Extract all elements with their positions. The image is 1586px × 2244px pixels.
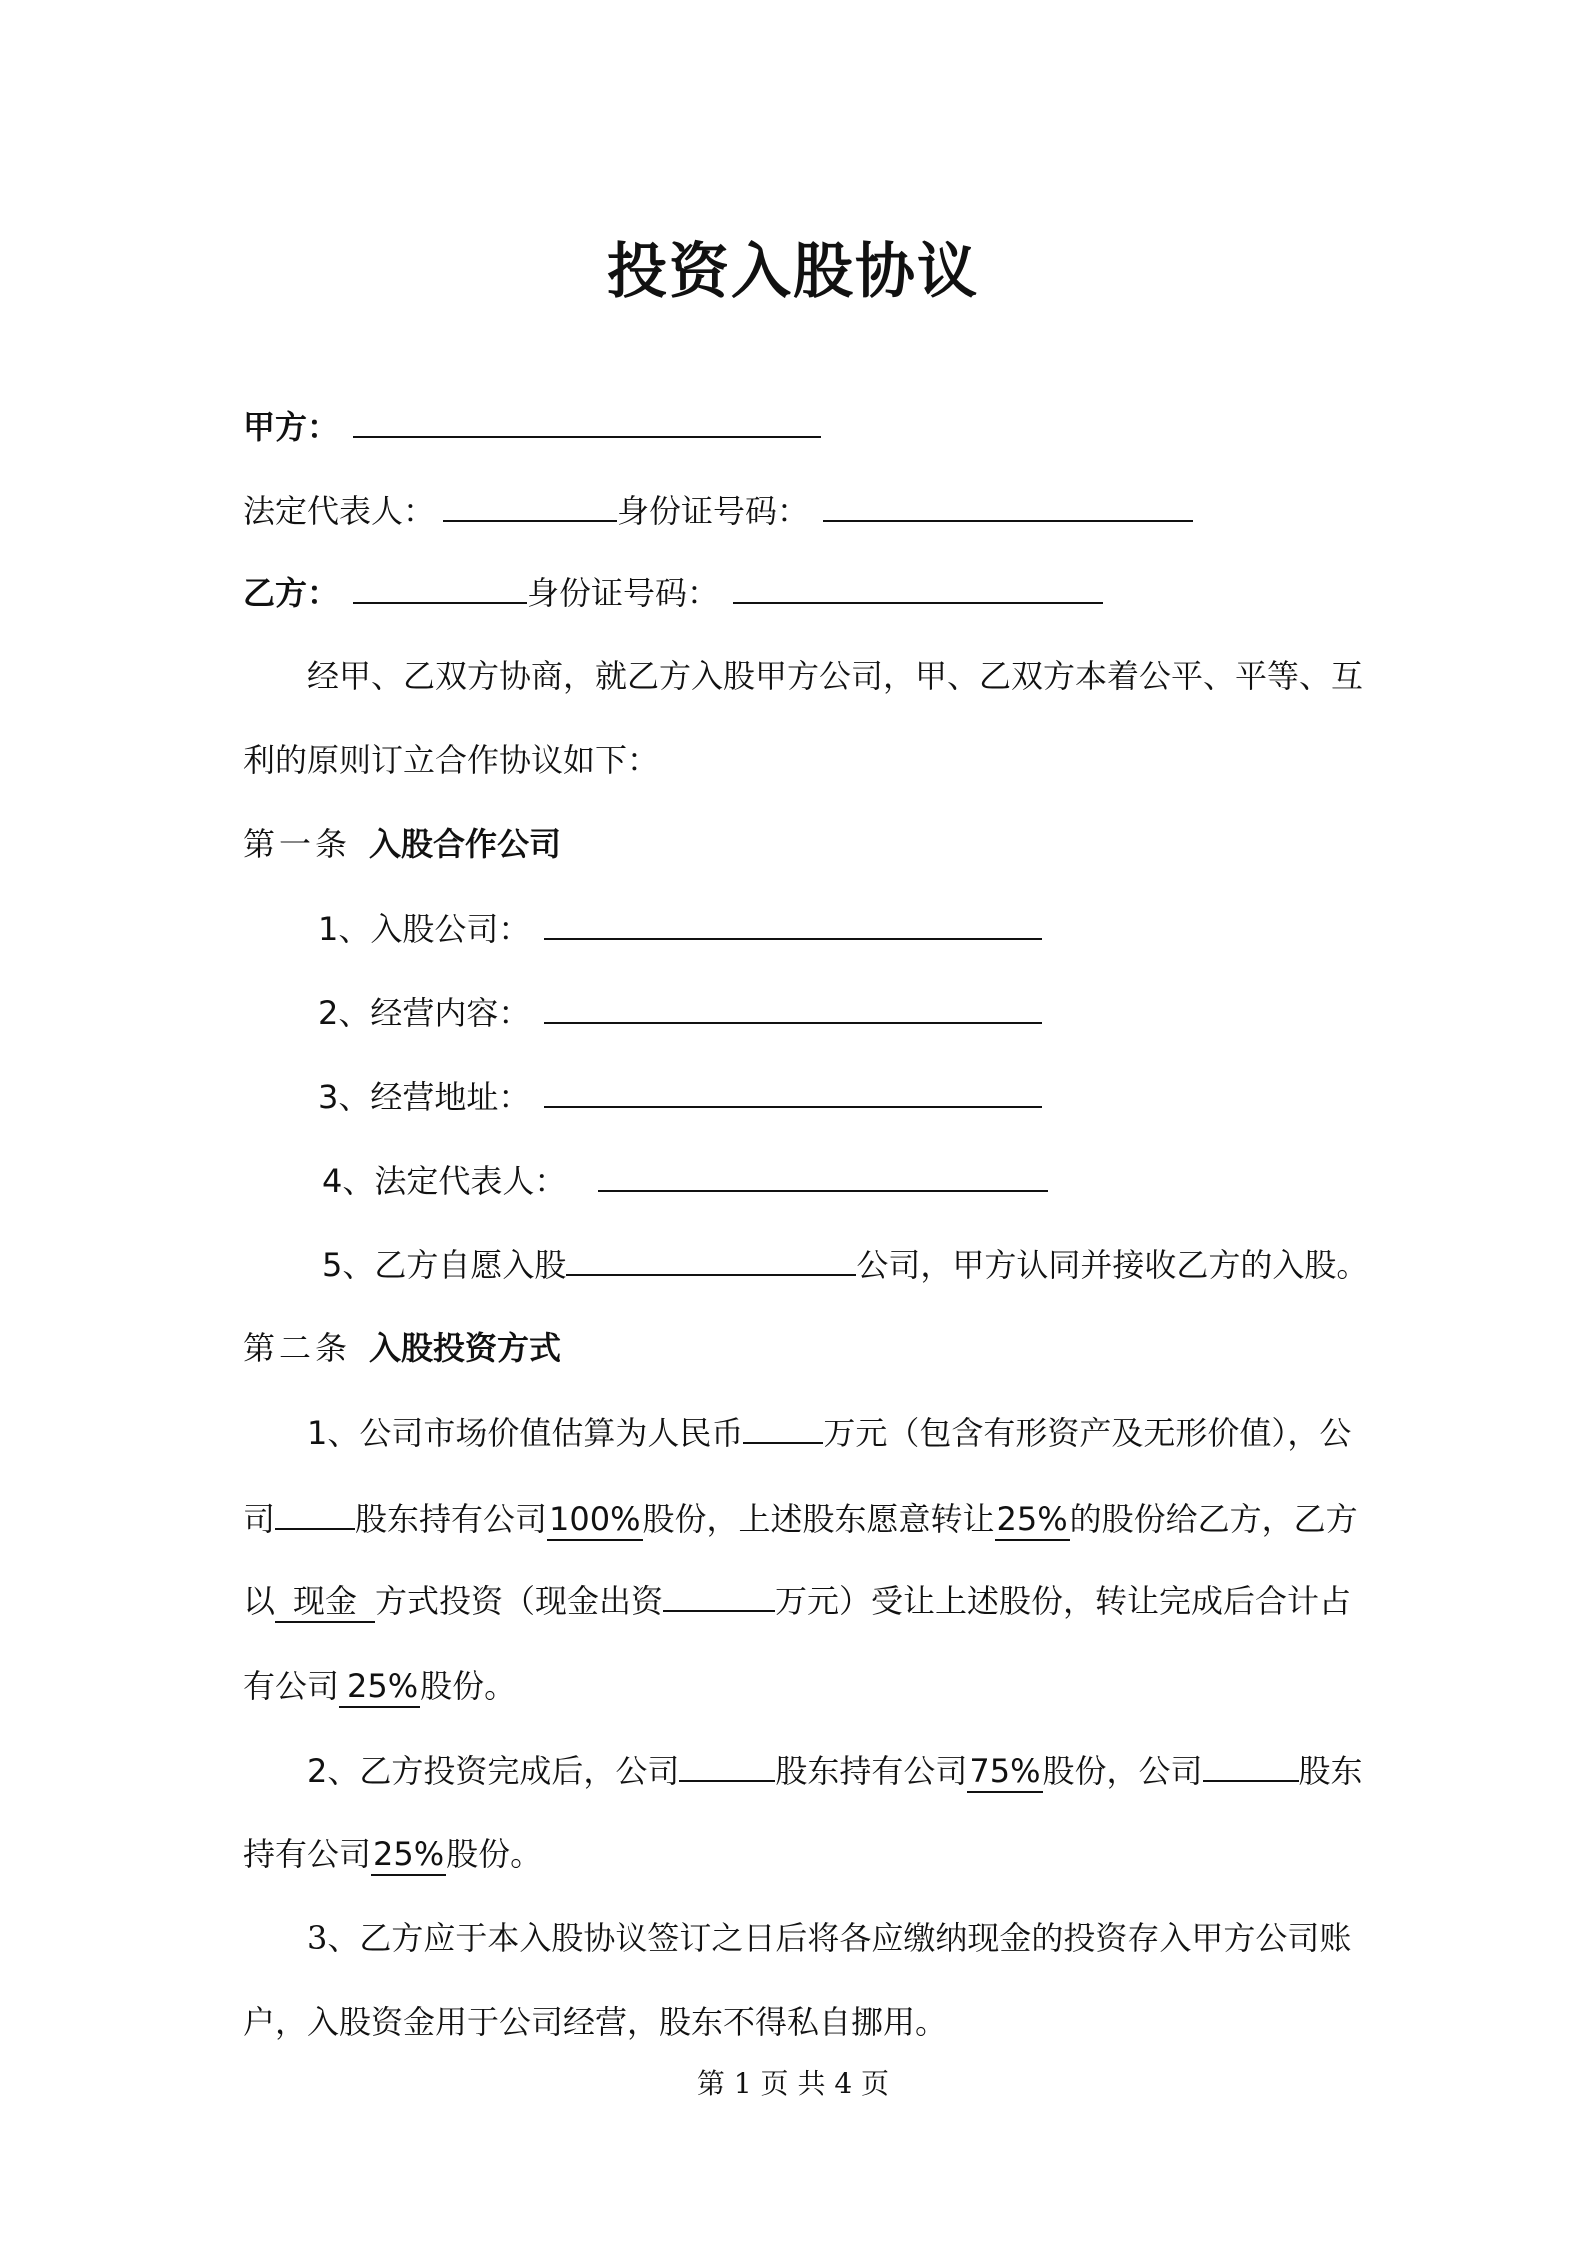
article-1-item-1 (318, 904, 1042, 953)
text-segment: 方式投资（现金出资 (375, 1582, 664, 1620)
id-label: 身份证号码： (617, 492, 810, 530)
text-segment: 股东 (1298, 1752, 1363, 1790)
article-1-title: 入股合作公司 (369, 825, 562, 863)
text-segment: 股份，公司 (1042, 1752, 1203, 1790)
invested-company-blank[interactable] (566, 1240, 856, 1276)
text-segment: 司 (243, 1500, 276, 1538)
share-25-percent: 25% (995, 1499, 1070, 1541)
party-a-blank[interactable] (353, 402, 821, 438)
legal-rep-id-blank[interactable] (823, 486, 1193, 522)
item-5-post: 公司，甲方认同并接收乙方的入股。 (856, 1246, 1369, 1284)
document-title: 投资入股协议 (607, 237, 979, 307)
shareholder-25-blank[interactable] (1203, 1746, 1299, 1782)
article-2-para-1-line-4 (243, 1662, 516, 1710)
item-5-pre: 5、乙方自愿入股 (322, 1246, 567, 1284)
total-share-25-percent: 25% (339, 1666, 420, 1708)
party-b-label: 乙方： (243, 574, 340, 612)
article-1-item-5 (322, 1240, 1368, 1289)
text-segment: 万元）受让上述股份，转让完成后合计占 (775, 1582, 1352, 1620)
article-1-item-2 (318, 988, 1042, 1037)
legal-rep-line (243, 486, 1193, 535)
market-value-blank[interactable] (743, 1408, 823, 1444)
text-segment: 股东持有公司 (355, 1500, 548, 1538)
business-scope-blank[interactable] (544, 988, 1042, 1024)
shareholder-75-blank[interactable] (679, 1746, 775, 1782)
article-1-heading (243, 820, 561, 868)
article-2-title: 入股投资方式 (369, 1329, 562, 1367)
cash-amount-blank[interactable] (663, 1576, 775, 1612)
text-segment: 以 (243, 1582, 276, 1620)
party-b-blank[interactable] (353, 568, 527, 604)
text-segment: 股东持有公司 (775, 1752, 968, 1790)
article-2-para-3-line-1 (307, 1914, 1351, 1962)
text-segment: 持有公司 (243, 1835, 372, 1873)
page-number: 第 1 页 共 4 页 (696, 2067, 890, 2100)
article-2-para-2-line-2 (243, 1830, 542, 1878)
text-segment: 股份。 (420, 1667, 517, 1705)
business-address-blank[interactable] (544, 1072, 1042, 1108)
shareholder-blank[interactable] (275, 1494, 355, 1530)
party-b-id-blank[interactable] (733, 568, 1103, 604)
article-2-heading (243, 1324, 561, 1372)
share-75-percent: 75% (967, 1751, 1042, 1793)
article-2-para-1-line-1 (307, 1408, 1351, 1457)
text-segment: 、乙方应于本入股协议签订之日后将各应缴纳现金的投资存入甲方公司账 (327, 1919, 1352, 1957)
legal-rep-label: 法定代表人： (243, 492, 436, 530)
article-2-para-2-line-1 (307, 1746, 1363, 1795)
para-3-number: 3 (307, 1919, 328, 1957)
party-b-line (243, 568, 1103, 617)
article-1-number: 第一条 (243, 825, 352, 863)
text-segment: 1、公司市场价值估算为人民币 (307, 1414, 744, 1452)
share-100-percent: 100% (547, 1499, 642, 1541)
article-2-para-1-line-2 (243, 1494, 1358, 1543)
party-a-label: 甲方： (243, 408, 340, 446)
article-2-para-3-line-2: 户，入股资金用于公司经营，股东不得私自挪用。 (243, 2003, 948, 2041)
article-2-number: 第二条 (243, 1329, 352, 1367)
text-segment: 股份，上述股东愿意转让 (642, 1500, 995, 1538)
text-segment: 股份。 (446, 1835, 543, 1873)
intro-line-2: 利的原则订立合作协议如下： (243, 741, 660, 779)
article-2-para-1-line-3 (243, 1576, 1351, 1625)
item-3-label: 3、经营地址： (318, 1078, 531, 1116)
investment-method: 现金 (275, 1581, 375, 1623)
item-4-label: 4、法定代表人： (322, 1162, 567, 1200)
party-b-share-25-percent: 25% (371, 1834, 446, 1876)
intro-line-1: 经甲、乙双方协商，就乙方入股甲方公司，甲、乙双方本着公平、平等、互 (307, 657, 1364, 695)
article-1-item-3 (318, 1072, 1042, 1121)
item-1-label: 1、入股公司： (318, 910, 531, 948)
text-segment: 的股份给乙方，乙方 (1069, 1500, 1358, 1538)
party-a-line (243, 402, 821, 451)
text-segment: 有公司 (243, 1667, 340, 1705)
legal-representative-blank[interactable] (598, 1156, 1048, 1192)
party-b-id-label: 身份证号码： (527, 574, 720, 612)
item-2-label: 2、经营内容： (318, 994, 531, 1032)
text-segment: 2、乙方投资完成后，公司 (307, 1752, 680, 1790)
text-segment: 万元（包含有形资产及无形价值），公 (823, 1414, 1352, 1452)
legal-rep-blank[interactable] (443, 486, 617, 522)
article-1-item-4 (322, 1156, 1048, 1205)
company-blank[interactable] (544, 904, 1042, 940)
